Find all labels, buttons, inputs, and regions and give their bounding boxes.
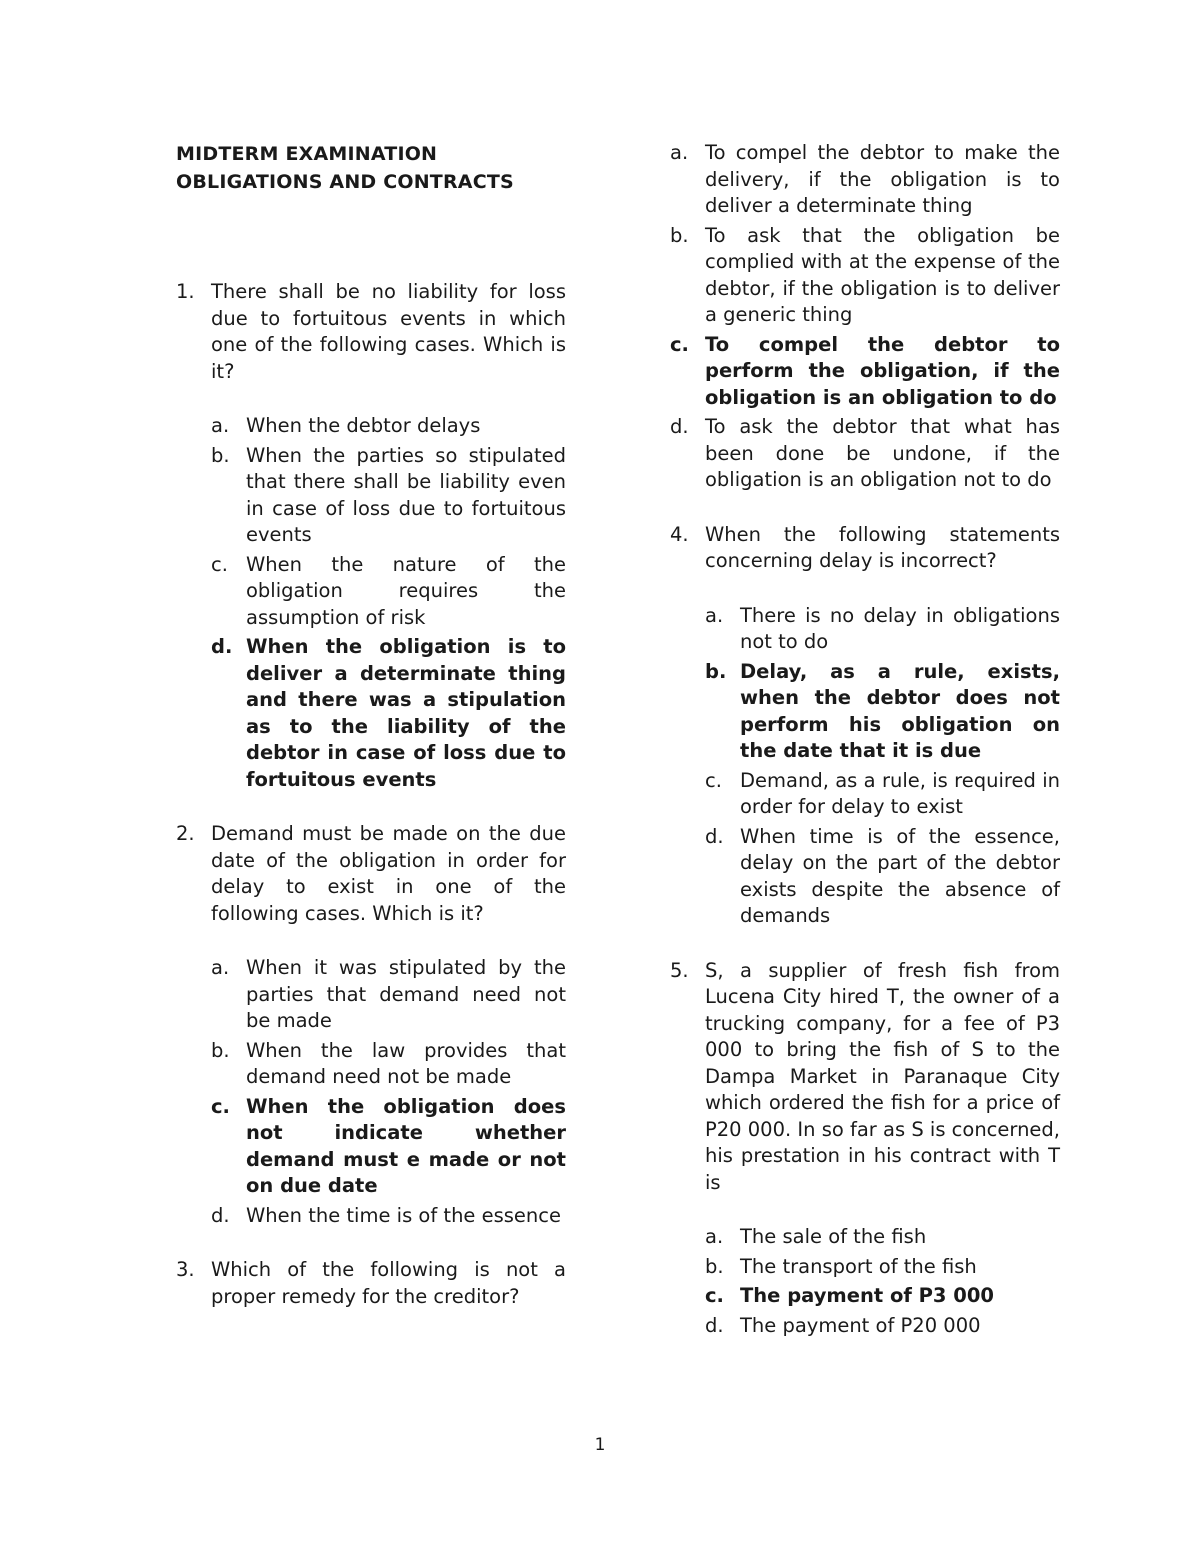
option-b bbox=[705, 1254, 1060, 1281]
question-3 bbox=[176, 1257, 566, 1310]
option-text: When the parties so stipulated that there shall be liability even in case of loss due to fortuitous events bbox=[246, 443, 566, 546]
option-text: When time is of the essence, delay on the part of the debtor exists despite the absence of demands bbox=[740, 824, 1060, 927]
option-letter: b. bbox=[670, 223, 689, 247]
option-letter: c. bbox=[705, 1284, 724, 1307]
options-list bbox=[705, 603, 1060, 930]
question-text: There shall be no liability for loss due to fortuitous events in which one of the following cases. Which is it? bbox=[211, 280, 566, 383]
option-text: There is no delay in obligations not to do bbox=[740, 603, 1060, 653]
option-b bbox=[670, 223, 1060, 329]
option-d bbox=[670, 414, 1060, 494]
option-letter: a. bbox=[705, 1225, 724, 1248]
question-text: S, a supplier of fresh fish from Lucena City hired T, the owner of a trucking company, for a fee of P3 000 to bring the fish of S to the Dampa Market in Paranaque City which ordered the fish for a price of P20 000. In so far as S is concerned, his prestation in his contract with T is bbox=[705, 958, 1061, 1194]
option-a bbox=[211, 413, 566, 440]
question-stem bbox=[670, 522, 1060, 575]
question-stem bbox=[670, 958, 1060, 1197]
options-list bbox=[211, 413, 566, 793]
option-a bbox=[705, 603, 1060, 656]
question-stem bbox=[176, 821, 566, 927]
option-letter: d. bbox=[211, 1203, 230, 1227]
options-list bbox=[211, 955, 566, 1229]
option-text: When the law provides that demand need not be made bbox=[246, 1038, 566, 1088]
options-list bbox=[670, 140, 1060, 494]
option-d bbox=[705, 824, 1060, 930]
option-text: The payment of P3 000 bbox=[740, 1284, 994, 1307]
option-c-answer bbox=[670, 332, 1060, 412]
option-letter: b. bbox=[705, 659, 727, 683]
option-letter: c. bbox=[211, 1094, 230, 1118]
option-text: The payment of P20 000 bbox=[740, 1313, 981, 1337]
option-letter: a. bbox=[211, 414, 230, 437]
option-letter: a. bbox=[211, 956, 230, 979]
question-5 bbox=[670, 958, 1060, 1340]
option-c bbox=[705, 768, 1060, 821]
option-letter: b. bbox=[705, 1254, 724, 1278]
exam-subject: OBLIGATIONS AND CONTRACTS bbox=[176, 171, 514, 193]
option-d-answer bbox=[211, 634, 566, 793]
question-1 bbox=[176, 279, 566, 793]
option-text: When the obligation is to deliver a determinate thing and there was a stipulation as to the liability of the debtor in case of loss due to fortuitous events bbox=[246, 635, 566, 791]
option-text: To ask the debtor that what has been done be undone, if the obligation is an obligation not to do bbox=[705, 415, 1060, 491]
option-letter: d. bbox=[705, 1313, 724, 1337]
option-a bbox=[705, 1224, 1060, 1251]
option-letter: c. bbox=[211, 552, 228, 576]
option-letter: a. bbox=[705, 603, 724, 627]
option-a bbox=[670, 140, 1060, 220]
option-text: When the nature of the obligation requires the assumption of risk bbox=[246, 552, 566, 629]
option-b-answer bbox=[705, 659, 1060, 765]
option-letter: d. bbox=[705, 824, 724, 848]
option-letter: c. bbox=[705, 768, 722, 792]
question-stem bbox=[176, 1257, 566, 1310]
option-text: When the obligation does not indicate whether demand must e made or not on due date bbox=[246, 1094, 566, 1197]
question-text: Which of the following is not a proper remedy for the creditor? bbox=[211, 1258, 566, 1308]
option-d bbox=[705, 1313, 1060, 1340]
option-text: When the time is of the essence bbox=[246, 1203, 562, 1227]
option-c bbox=[211, 552, 566, 632]
option-letter: c. bbox=[670, 332, 689, 356]
left-column bbox=[176, 140, 566, 1338]
question-4 bbox=[670, 522, 1060, 930]
option-letter: b. bbox=[211, 443, 230, 467]
question-3-options bbox=[670, 140, 1060, 494]
option-text: When the debtor delays bbox=[246, 414, 481, 437]
option-text: Delay, as a rule, exists, when the debtor does not perform his obligation on the date that it is due bbox=[740, 659, 1060, 762]
question-text: When the following statements concerning delay is incorrect? bbox=[705, 522, 1060, 572]
option-text: Demand, as a rule, is required in order for delay to exist bbox=[740, 768, 1060, 818]
question-number: 4. bbox=[670, 522, 689, 546]
exam-title: MIDTERM EXAMINATION bbox=[176, 143, 438, 165]
option-letter: d. bbox=[670, 415, 689, 438]
option-b bbox=[211, 443, 566, 549]
option-c-answer bbox=[705, 1283, 1060, 1310]
right-column bbox=[670, 140, 1060, 1367]
option-letter: b. bbox=[211, 1038, 230, 1062]
option-letter: a. bbox=[670, 141, 689, 164]
question-number: 3. bbox=[176, 1258, 195, 1281]
option-letter: d. bbox=[211, 635, 233, 658]
question-number: 5. bbox=[670, 958, 689, 982]
question-2 bbox=[176, 821, 566, 1229]
option-b bbox=[211, 1038, 566, 1091]
option-text: To ask that the obligation be complied with at the expense of the debtor, if the obligation is to deliver a generic thing bbox=[705, 223, 1060, 326]
page-number: 1 bbox=[594, 1435, 606, 1455]
option-text: When it was stipulated by the parties that demand need not be made bbox=[246, 956, 566, 1032]
option-text: The sale of the fish bbox=[740, 1225, 927, 1248]
question-number: 1. bbox=[176, 280, 195, 303]
option-text: To compel the debtor to make the delivery, if the obligation is to deliver a determinate thing bbox=[705, 141, 1060, 217]
exam-header bbox=[176, 140, 566, 196]
question-text: Demand must be made on the due date of the obligation in order for delay to exist in one of the following cases. Which is it? bbox=[211, 822, 566, 925]
option-c-answer bbox=[211, 1094, 566, 1200]
question-number: 2. bbox=[176, 822, 195, 845]
options-list bbox=[705, 1224, 1060, 1339]
question-stem bbox=[176, 279, 566, 385]
option-text: The transport of the fish bbox=[740, 1254, 977, 1278]
option-text: To compel the debtor to perform the obligation, if the obligation is an obligation to do bbox=[705, 332, 1060, 409]
option-d bbox=[211, 1203, 566, 1230]
option-a bbox=[211, 955, 566, 1035]
